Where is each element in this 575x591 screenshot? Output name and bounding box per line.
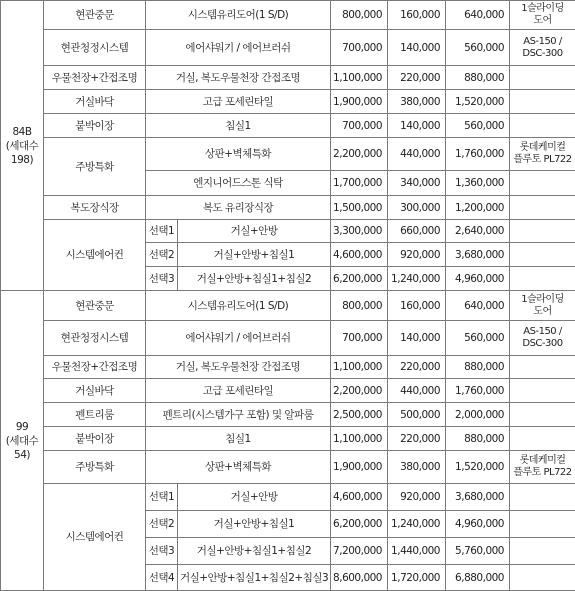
table-row — [1, 66, 575, 90]
deposit-cell: 140,000 — [388, 114, 446, 138]
note-cell — [510, 379, 575, 403]
note-cell — [510, 484, 575, 511]
deposit-cell: 220,000 — [388, 356, 446, 379]
item-cell: 거실+안방 — [178, 484, 331, 511]
price-cell: 8,600,000 — [331, 565, 388, 591]
balance-cell: 880,000 — [446, 427, 510, 451]
note-cell — [510, 243, 575, 267]
price-cell: 1,100,000 — [331, 66, 388, 90]
table-row — [1, 90, 575, 114]
category-cell: 현관중문 — [44, 291, 146, 321]
deposit-cell: 920,000 — [388, 243, 446, 267]
price-cell: 6,200,000 — [331, 267, 388, 291]
note-cell: 1슬라이딩 도어 — [510, 291, 575, 321]
category-cell: 현관청정시스템 — [44, 321, 146, 356]
price-cell: 1,500,000 — [331, 196, 388, 220]
deposit-cell: 1,240,000 — [388, 267, 446, 291]
note-cell — [510, 90, 575, 114]
balance-cell: 2,640,000 — [446, 220, 510, 243]
note-cell — [510, 66, 575, 90]
price-cell: 800,000 — [331, 1, 388, 30]
item-cell: 고급 포세린타일 — [146, 90, 331, 114]
price-cell: 1,100,000 — [331, 356, 388, 379]
note-cell — [510, 220, 575, 243]
deposit-cell: 380,000 — [388, 90, 446, 114]
note-cell: AS-150 / DSC-300 — [510, 30, 575, 66]
table-row — [1, 1, 575, 30]
balance-cell: 1,760,000 — [446, 379, 510, 403]
item-cell: 거실+안방 — [178, 220, 331, 243]
deposit-cell: 340,000 — [388, 171, 446, 196]
item-cell: 거실+안방+침실1 — [178, 243, 331, 267]
option-cell: 선택4 — [146, 565, 178, 591]
item-cell: 거실+안방+침실1+침실2 — [178, 538, 331, 565]
table-row — [1, 451, 575, 484]
balance-cell: 5,760,000 — [446, 538, 510, 565]
table-row — [1, 196, 575, 220]
balance-cell: 4,960,000 — [446, 511, 510, 538]
item-cell: 거실, 복도우물천장 간접조명 — [146, 66, 331, 90]
balance-cell: 2,000,000 — [446, 403, 510, 427]
note-cell — [510, 403, 575, 427]
category-cell: 시스템에어컨 — [44, 484, 146, 591]
note-cell — [510, 565, 575, 591]
price-cell: 700,000 — [331, 321, 388, 356]
balance-cell: 6,880,000 — [446, 565, 510, 591]
deposit-cell: 220,000 — [388, 427, 446, 451]
deposit-cell: 1,440,000 — [388, 538, 446, 565]
category-cell: 현관청정시스템 — [44, 30, 146, 66]
unit-type-84b: 84B (세대수 198) — [1, 1, 44, 291]
item-cell: 시스템유리도어(1 S/D) — [146, 291, 331, 321]
deposit-cell: 920,000 — [388, 484, 446, 511]
table-row — [1, 356, 575, 379]
category-cell: 주방특화 — [44, 451, 146, 484]
note-cell — [510, 427, 575, 451]
price-cell: 2,200,000 — [331, 138, 388, 171]
category-cell: 거실바닥 — [44, 90, 146, 114]
deposit-cell: 440,000 — [388, 138, 446, 171]
item-cell: 상판+벽체특화 — [146, 451, 331, 484]
category-cell: 붙박이장 — [44, 427, 146, 451]
balance-cell: 640,000 — [446, 1, 510, 30]
price-cell: 4,600,000 — [331, 243, 388, 267]
unit-type-99: 99 (세대수 54) — [1, 291, 44, 591]
item-cell: 거실+안방+침실1+침실2 — [178, 267, 331, 291]
deposit-cell: 140,000 — [388, 321, 446, 356]
table-row — [1, 114, 575, 138]
table-row — [1, 291, 575, 321]
option-cell: 선택3 — [146, 538, 178, 565]
note-cell — [510, 171, 575, 196]
balance-cell: 560,000 — [446, 114, 510, 138]
price-cell: 1,900,000 — [331, 451, 388, 484]
price-cell: 800,000 — [331, 291, 388, 321]
table-row — [1, 403, 575, 427]
note-cell — [510, 114, 575, 138]
deposit-cell: 160,000 — [388, 291, 446, 321]
table-row — [1, 379, 575, 403]
price-cell: 7,200,000 — [331, 538, 388, 565]
balance-cell: 3,680,000 — [446, 484, 510, 511]
balance-cell: 1,360,000 — [446, 171, 510, 196]
item-cell: 거실+안방+침실1 — [178, 511, 331, 538]
item-cell: 침실1 — [146, 427, 331, 451]
note-cell — [510, 356, 575, 379]
category-cell: 현관중문 — [44, 1, 146, 30]
price-cell: 1,100,000 — [331, 427, 388, 451]
balance-cell: 3,680,000 — [446, 243, 510, 267]
item-cell: 펜트리(시스템가구 포함) 및 알파룸 — [146, 403, 331, 427]
category-cell: 우물천장+간접조명 — [44, 66, 146, 90]
option-cell: 선택2 — [146, 511, 178, 538]
note-cell: 롯데케미컬 플루토 PL722 — [510, 451, 575, 484]
note-cell — [510, 196, 575, 220]
item-cell: 에어샤워기 / 에어브러쉬 — [146, 30, 331, 66]
deposit-cell: 440,000 — [388, 379, 446, 403]
table-row — [1, 220, 575, 243]
balance-cell: 1,520,000 — [446, 451, 510, 484]
category-cell: 우물천장+간접조명 — [44, 356, 146, 379]
note-cell: 롯데케미컬 플루토 PL722 — [510, 138, 575, 171]
deposit-cell: 1,240,000 — [388, 511, 446, 538]
price-cell: 6,200,000 — [331, 511, 388, 538]
category-cell: 복도장식장 — [44, 196, 146, 220]
price-cell: 2,200,000 — [331, 379, 388, 403]
item-cell: 에어샤워기 / 에어브러쉬 — [146, 321, 331, 356]
category-cell: 시스템에어컨 — [44, 220, 146, 291]
deposit-cell: 300,000 — [388, 196, 446, 220]
item-cell: 시스템유리도어(1 S/D) — [146, 1, 331, 30]
balance-cell: 880,000 — [446, 66, 510, 90]
balance-cell: 4,960,000 — [446, 267, 510, 291]
deposit-cell: 500,000 — [388, 403, 446, 427]
note-cell — [510, 511, 575, 538]
deposit-cell: 380,000 — [388, 451, 446, 484]
price-cell: 1,900,000 — [331, 90, 388, 114]
item-cell: 거실, 복도우물천장 간접조명 — [146, 356, 331, 379]
option-cell: 선택1 — [146, 220, 178, 243]
balance-cell: 640,000 — [446, 291, 510, 321]
category-cell: 붙박이장 — [44, 114, 146, 138]
balance-cell: 560,000 — [446, 30, 510, 66]
note-cell: AS-150 / DSC-300 — [510, 321, 575, 356]
category-cell: 주방특화 — [44, 138, 146, 196]
note-cell — [510, 267, 575, 291]
deposit-cell: 220,000 — [388, 66, 446, 90]
price-cell: 700,000 — [331, 30, 388, 66]
category-cell: 거실바닥 — [44, 379, 146, 403]
price-cell: 3,300,000 — [331, 220, 388, 243]
deposit-cell: 660,000 — [388, 220, 446, 243]
table-row — [1, 427, 575, 451]
price-cell: 2,500,000 — [331, 403, 388, 427]
category-cell: 펜트리룸 — [44, 403, 146, 427]
table-row — [1, 321, 575, 356]
option-cell: 선택1 — [146, 484, 178, 511]
price-cell: 4,600,000 — [331, 484, 388, 511]
balance-cell: 560,000 — [446, 321, 510, 356]
note-cell — [510, 538, 575, 565]
balance-cell: 1,520,000 — [446, 90, 510, 114]
table-row — [1, 138, 575, 171]
deposit-cell: 1,720,000 — [388, 565, 446, 591]
balance-cell: 880,000 — [446, 356, 510, 379]
item-cell: 엔지니어드스톤 식탁 — [146, 171, 331, 196]
item-cell: 거실+안방+침실1+침실2+침실3 — [178, 565, 331, 591]
option-cell: 선택3 — [146, 267, 178, 291]
balance-cell: 1,760,000 — [446, 138, 510, 171]
item-cell: 침실1 — [146, 114, 331, 138]
price-cell: 700,000 — [331, 114, 388, 138]
item-cell: 고급 포세린타일 — [146, 379, 331, 403]
balance-cell: 1,200,000 — [446, 196, 510, 220]
deposit-cell: 160,000 — [388, 1, 446, 30]
option-cell: 선택2 — [146, 243, 178, 267]
table-row — [1, 484, 575, 511]
item-cell: 상판+벽체특화 — [146, 138, 331, 171]
note-cell: 1슬라이딩 도어 — [510, 1, 575, 30]
item-cell: 복도 유리장식장 — [146, 196, 331, 220]
table-row — [1, 30, 575, 66]
price-cell: 1,700,000 — [331, 171, 388, 196]
deposit-cell: 140,000 — [388, 30, 446, 66]
